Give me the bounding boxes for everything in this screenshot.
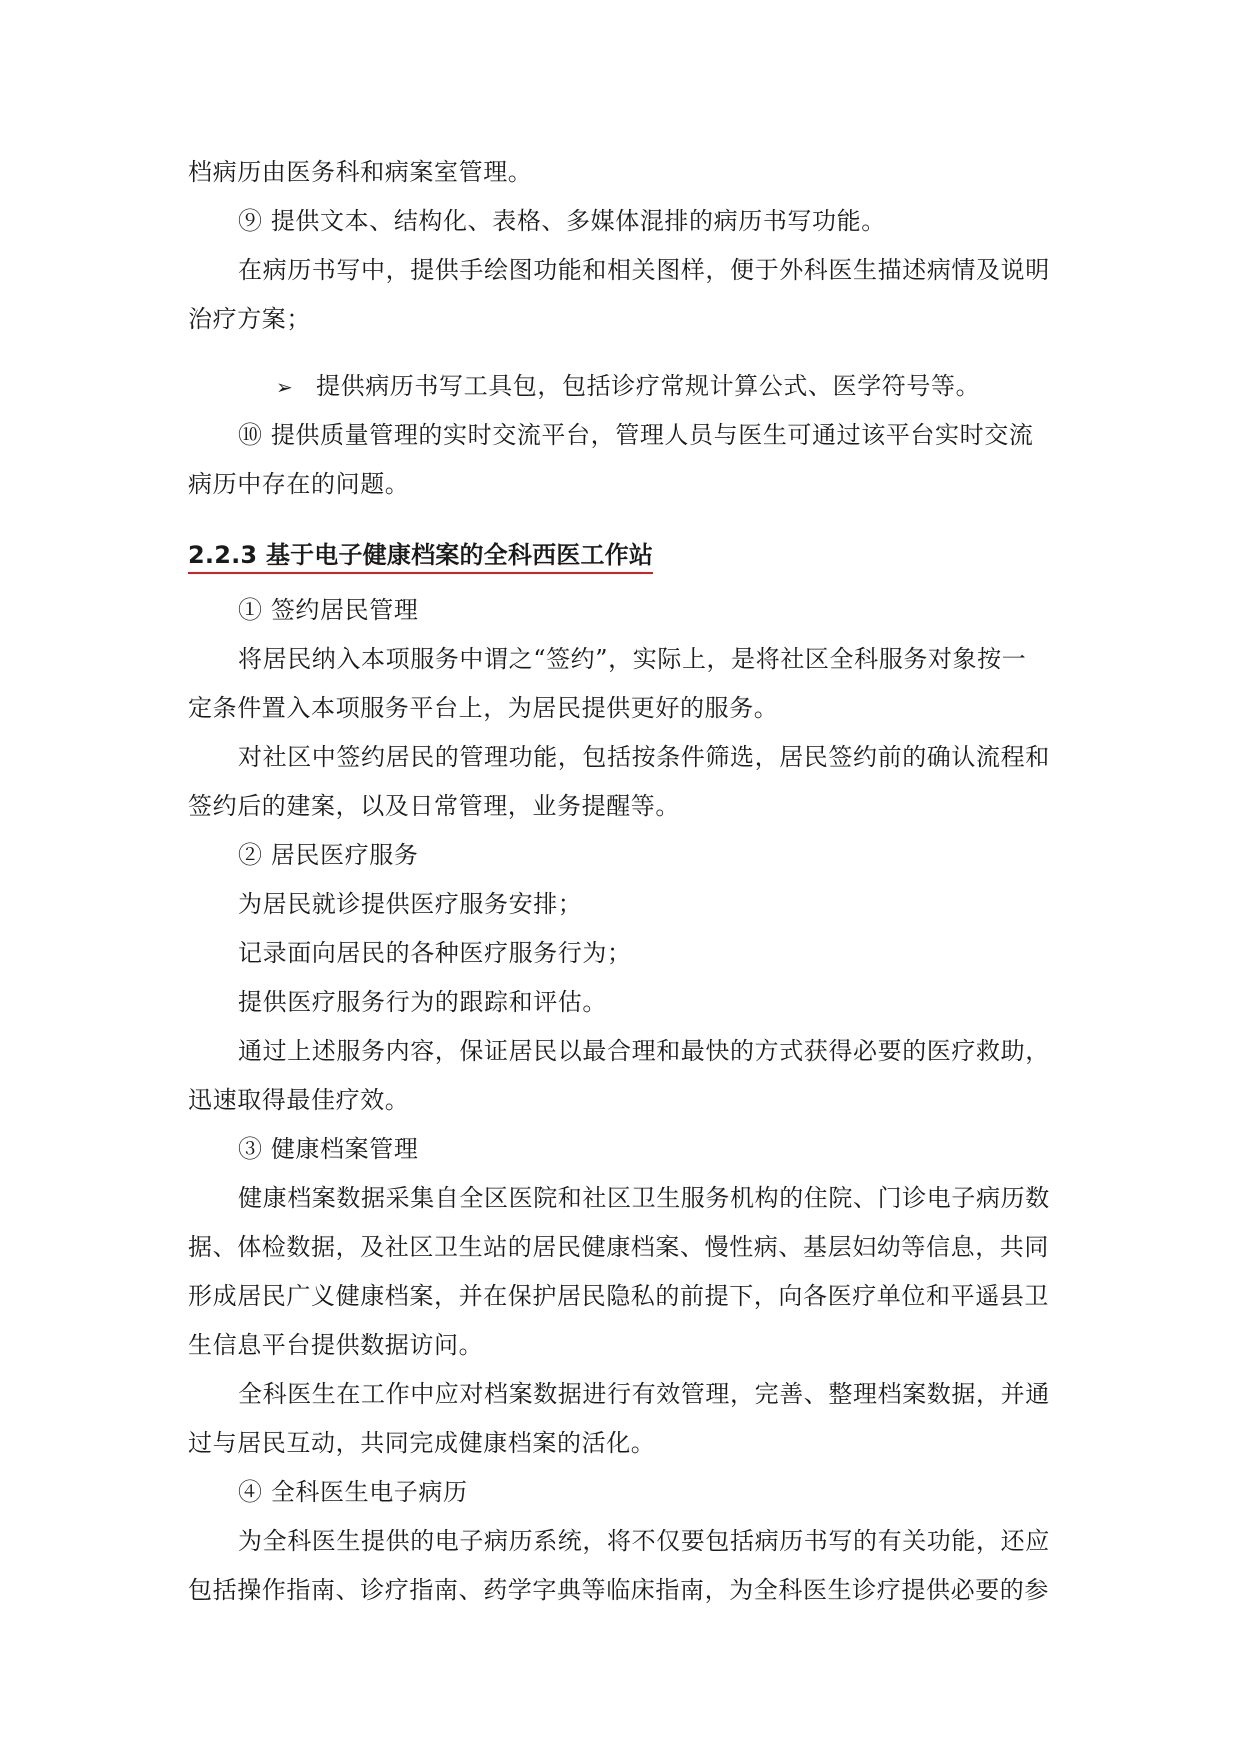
paragraph-line: 为居民就诊提供医疗服务安排； [238, 890, 583, 918]
paragraph-line: ⑩ 提供质量管理的实时交流平台，管理人员与医生可通过该平台实时交流 [238, 421, 1034, 449]
paragraph-line: 提供医疗服务行为的跟踪和评估。 [238, 988, 607, 1016]
arrow-bullet-icon: ➢ [276, 375, 294, 399]
document-page [188, 148, 1058, 1615]
paragraph-line: 包括操作指南、诊疗指南、药学字典等临床指南，为全科医生诊疗提供必要的参 [188, 1576, 1049, 1604]
paragraph [188, 978, 1058, 1027]
paragraph [188, 411, 1058, 509]
paragraph [188, 880, 1058, 929]
paragraph [188, 929, 1058, 978]
bullet-text: 提供病历书写工具包，包括诊疗常规计算公式、医学符号等。 [316, 372, 981, 400]
paragraph-line: ⑨ 提供文本、结构化、表格、多媒体混排的病历书写功能。 [238, 207, 886, 235]
paragraph [188, 1174, 1058, 1370]
paragraph-line: 病历中存在的问题。 [188, 470, 410, 498]
paragraph-line: 签约后的建案，以及日常管理，业务提醒等。 [188, 792, 680, 820]
paragraph [188, 197, 1058, 246]
paragraph-line: 定条件置入本项服务平台上，为居民提供更好的服务。 [188, 694, 779, 722]
paragraph [188, 148, 1058, 197]
paragraph-line: ③ 健康档案管理 [238, 1135, 419, 1163]
paragraph-line: 为全科医生提供的电子病历系统，将不仅要包括病历书写的有关功能，还应 [238, 1527, 1050, 1555]
paragraph-line: 形成居民广义健康档案，并在保护居民隐私的前提下，向各医疗单位和平遥县卫 [188, 1282, 1049, 1310]
paragraph-line: 生信息平台提供数据访问。 [188, 1331, 484, 1359]
paragraph-line: ② 居民医疗服务 [238, 841, 419, 869]
bullet-item [188, 362, 1058, 411]
section-heading-text: 2.2.3 基于电子健康档案的全科西医工作站 [188, 541, 653, 574]
paragraph [188, 246, 1058, 344]
paragraph [188, 1125, 1058, 1174]
paragraph [188, 831, 1058, 880]
paragraph-line: 迅速取得最佳疗效。 [188, 1086, 410, 1114]
paragraph-line: ④ 全科医生电子病历 [238, 1478, 468, 1506]
paragraph [188, 1027, 1058, 1125]
paragraph-line: 档病历由医务科和病案室管理。 [188, 158, 533, 186]
paragraph-line: 全科医生在工作中应对档案数据进行有效管理，完善、整理档案数据，并通 [238, 1380, 1050, 1408]
paragraph-line: 治疗方案； [188, 305, 311, 333]
paragraph-line: 过与居民互动，共同完成健康档案的活化。 [188, 1429, 656, 1457]
paragraph [188, 733, 1058, 831]
paragraph [188, 1468, 1058, 1517]
paragraph-line: 据、体检数据，及社区卫生站的居民健康档案、慢性病、基层妇幼等信息，共同 [188, 1233, 1049, 1261]
paragraph-line: 记录面向居民的各种医疗服务行为； [238, 939, 632, 967]
paragraph [188, 1370, 1058, 1468]
paragraph-line: ① 签约居民管理 [238, 596, 419, 624]
paragraph-line: 在病历书写中，提供手绘图功能和相关图样，便于外科医生描述病情及说明 [238, 256, 1050, 284]
paragraph-line: 健康档案数据采集自全区医院和社区卫生服务机构的住院、门诊电子病历数 [238, 1184, 1050, 1212]
paragraph-line: 将居民纳入本项服务中谓之“签约”，实际上，是将社区全科服务对象按一 [238, 645, 1027, 673]
section-heading [188, 531, 1058, 580]
paragraph [188, 635, 1058, 733]
paragraph [188, 586, 1058, 635]
paragraph [188, 1517, 1058, 1615]
paragraph-line: 对社区中签约居民的管理功能，包括按条件筛选，居民签约前的确认流程和 [238, 743, 1050, 771]
paragraph-line: 通过上述服务内容，保证居民以最合理和最快的方式获得必要的医疗救助， [238, 1037, 1050, 1065]
